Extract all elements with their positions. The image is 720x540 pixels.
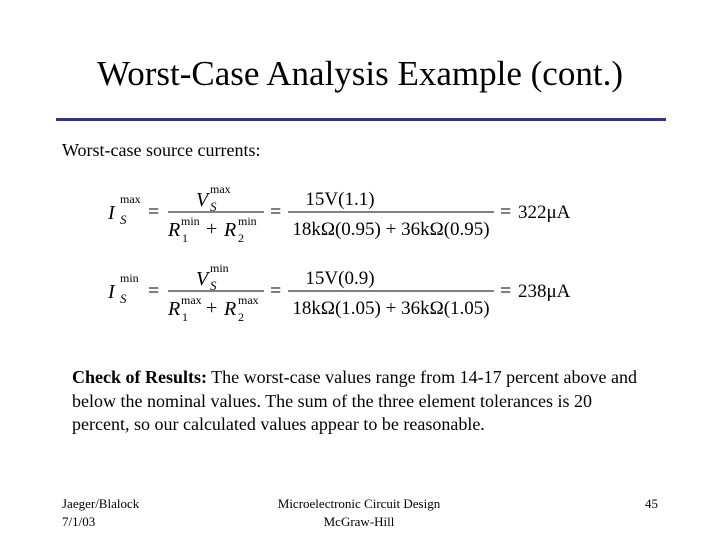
eq-max-den1-r2-sup: min xyxy=(238,214,257,228)
footer-authors xyxy=(62,495,139,531)
eq-max-num1-sup: max xyxy=(210,182,231,196)
check-of-results-paragraph xyxy=(72,366,652,437)
footer-book xyxy=(264,495,454,531)
eq-max-den1-r1-sub: 1 xyxy=(182,231,188,245)
eq-min-den1-r2-sup: max xyxy=(238,293,259,307)
eq-max-equals-3: = xyxy=(500,201,512,223)
eq-min-lhs-symbol: I xyxy=(108,281,115,303)
footer-date: 7/1/03 xyxy=(62,514,96,529)
eq-max-lhs-sup: max xyxy=(120,192,141,206)
eq-min-equals-2: = xyxy=(270,280,282,302)
check-of-results-label: Check of Results: xyxy=(72,367,207,387)
eq-min-den1-r2: R xyxy=(224,298,237,320)
eq-min-den1-plus: + xyxy=(206,297,218,319)
eq-max-lhs-sub: S xyxy=(120,212,127,227)
eq-min-den2: 18kΩ(1.05) + 36kΩ(1.05) xyxy=(292,298,490,319)
eq-min-result: 238μA xyxy=(518,281,571,302)
eq-max-num1-symbol: V xyxy=(196,189,209,211)
eq-max-den1-r2: R xyxy=(224,219,237,241)
eq-min-equals-1: = xyxy=(148,280,160,302)
eq-min-equals-3: = xyxy=(500,280,512,302)
eq-max-den1-r1-sup: min xyxy=(181,214,200,228)
eq-max-num2: 15V(1.1) xyxy=(305,189,375,210)
check-of-results-text: The worst-case values range from 14-17 percent above and below the nominal values. The sum of the three element tolerances is 20 percent, so our calculated values appear to be reasonable. xyxy=(72,367,637,434)
eq-min-num1-sub: S xyxy=(210,278,217,293)
eq-max-den2: 18kΩ(0.95) + 36kΩ(0.95) xyxy=(292,219,490,240)
eq-max-den1-r2-sub: 2 xyxy=(238,231,244,245)
eq-max-den1-r1: R xyxy=(168,219,181,241)
eq-min-num1-symbol: V xyxy=(196,268,209,290)
page-number: 45 xyxy=(645,496,658,511)
eq-max-den1-plus: + xyxy=(206,218,218,240)
footer-book-title: Microelectronic Circuit Design xyxy=(277,496,441,511)
slide-title: Worst-Case Analysis Example (cont.) xyxy=(97,54,623,93)
eq-max-result: 322μA xyxy=(518,202,571,223)
eq-min-den1-r1-sub: 1 xyxy=(182,310,188,324)
eq-max-equals-2: = xyxy=(270,201,282,223)
eq-min-num1-sup: min xyxy=(210,261,229,275)
eq-min-lhs-sup: min xyxy=(120,271,139,285)
eq-min-lhs-sub: S xyxy=(120,291,127,306)
equation-max-current xyxy=(100,180,600,250)
footer-author-names: Jaeger/Blalock xyxy=(62,496,140,511)
eq-max-lhs-symbol: I xyxy=(108,202,115,224)
eq-min-den1-r1: R xyxy=(168,298,181,320)
eq-max-num1-sub: S xyxy=(210,199,217,214)
footer-publisher: McGraw-Hill xyxy=(323,514,395,529)
eq-min-den1-r1-sup: max xyxy=(181,293,202,307)
eq-max-equals-1: = xyxy=(148,201,160,223)
subtitle: Worst-case source currents: xyxy=(62,140,261,160)
title-divider xyxy=(56,118,666,121)
eq-min-num2: 15V(0.9) xyxy=(305,268,375,289)
eq-min-den1-r2-sub: 2 xyxy=(238,310,244,324)
equation-min-current xyxy=(100,259,600,329)
